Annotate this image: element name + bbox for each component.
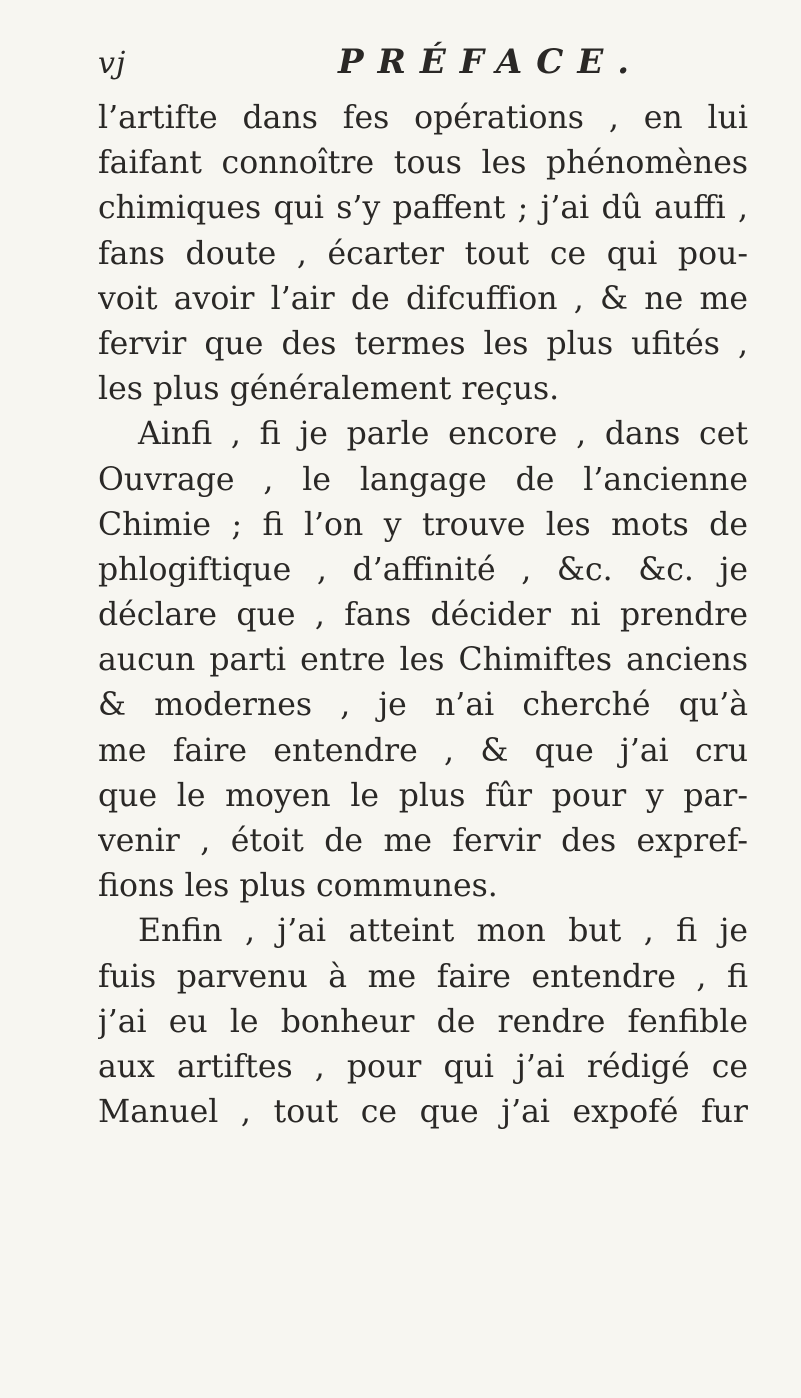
paragraph bbox=[98, 909, 748, 1135]
text-line: me faire entendre , & que j’ai cru bbox=[98, 732, 748, 769]
page-number: vj bbox=[98, 46, 127, 81]
text-line: Ainfi , fi je parle encore , dans cet bbox=[138, 416, 748, 453]
text-line: aux artiftes , pour qui j’ai rédigé ce bbox=[98, 1048, 748, 1085]
text-line: déclare que , fans décider ni prendre bbox=[98, 597, 748, 634]
running-title: PRÉFACE. bbox=[338, 42, 644, 82]
text-line: Ouvrage , le langage de l’ancienne bbox=[98, 461, 748, 498]
text-line: chimiques qui s’y paffent ; j’ai dû auffi , bbox=[98, 190, 748, 227]
text-line: fans doute , écarter tout ce qui pou- bbox=[98, 235, 748, 272]
text-line: phlogiftique , d’affinité , &c. &c. je bbox=[98, 551, 748, 588]
text-line: aucun parti entre les Chimiftes anciens bbox=[98, 642, 748, 679]
text-line: Enfin , j’ai atteint mon but , fi je bbox=[138, 913, 748, 950]
text-line: fervir que des termes les plus ufités , bbox=[98, 325, 748, 362]
text-line: fuis parvenu à me faire entendre , fi bbox=[98, 958, 748, 995]
paragraph bbox=[98, 412, 748, 909]
text-line: j’ai eu le bonheur de rendre fenfible bbox=[98, 1003, 748, 1040]
text-line: & modernes , je n’ai cherché qu’à bbox=[98, 687, 748, 724]
text-line: voit avoir l’air de difcuffion , & ne me bbox=[98, 280, 748, 317]
page-header bbox=[98, 38, 698, 88]
text-line: faifant connoître tous les phénomènes bbox=[98, 145, 748, 182]
paragraph bbox=[98, 96, 748, 412]
text-line: Chimie ; fi l’on y trouve les mots de bbox=[98, 506, 748, 543]
text-line: l’artifte dans fes opérations , en lui bbox=[98, 100, 748, 136]
text-line: venir , étoit de me fervir des expref- bbox=[98, 823, 748, 859]
text-line: que le moyen le plus fûr pour y par- bbox=[98, 777, 748, 814]
text-line: Manuel , tout ce que j’ai expofé fur bbox=[98, 1094, 748, 1131]
body-text bbox=[98, 96, 748, 1135]
text-line: les plus généralement reçus. bbox=[98, 371, 560, 408]
text-line: fions les plus communes. bbox=[98, 868, 498, 905]
